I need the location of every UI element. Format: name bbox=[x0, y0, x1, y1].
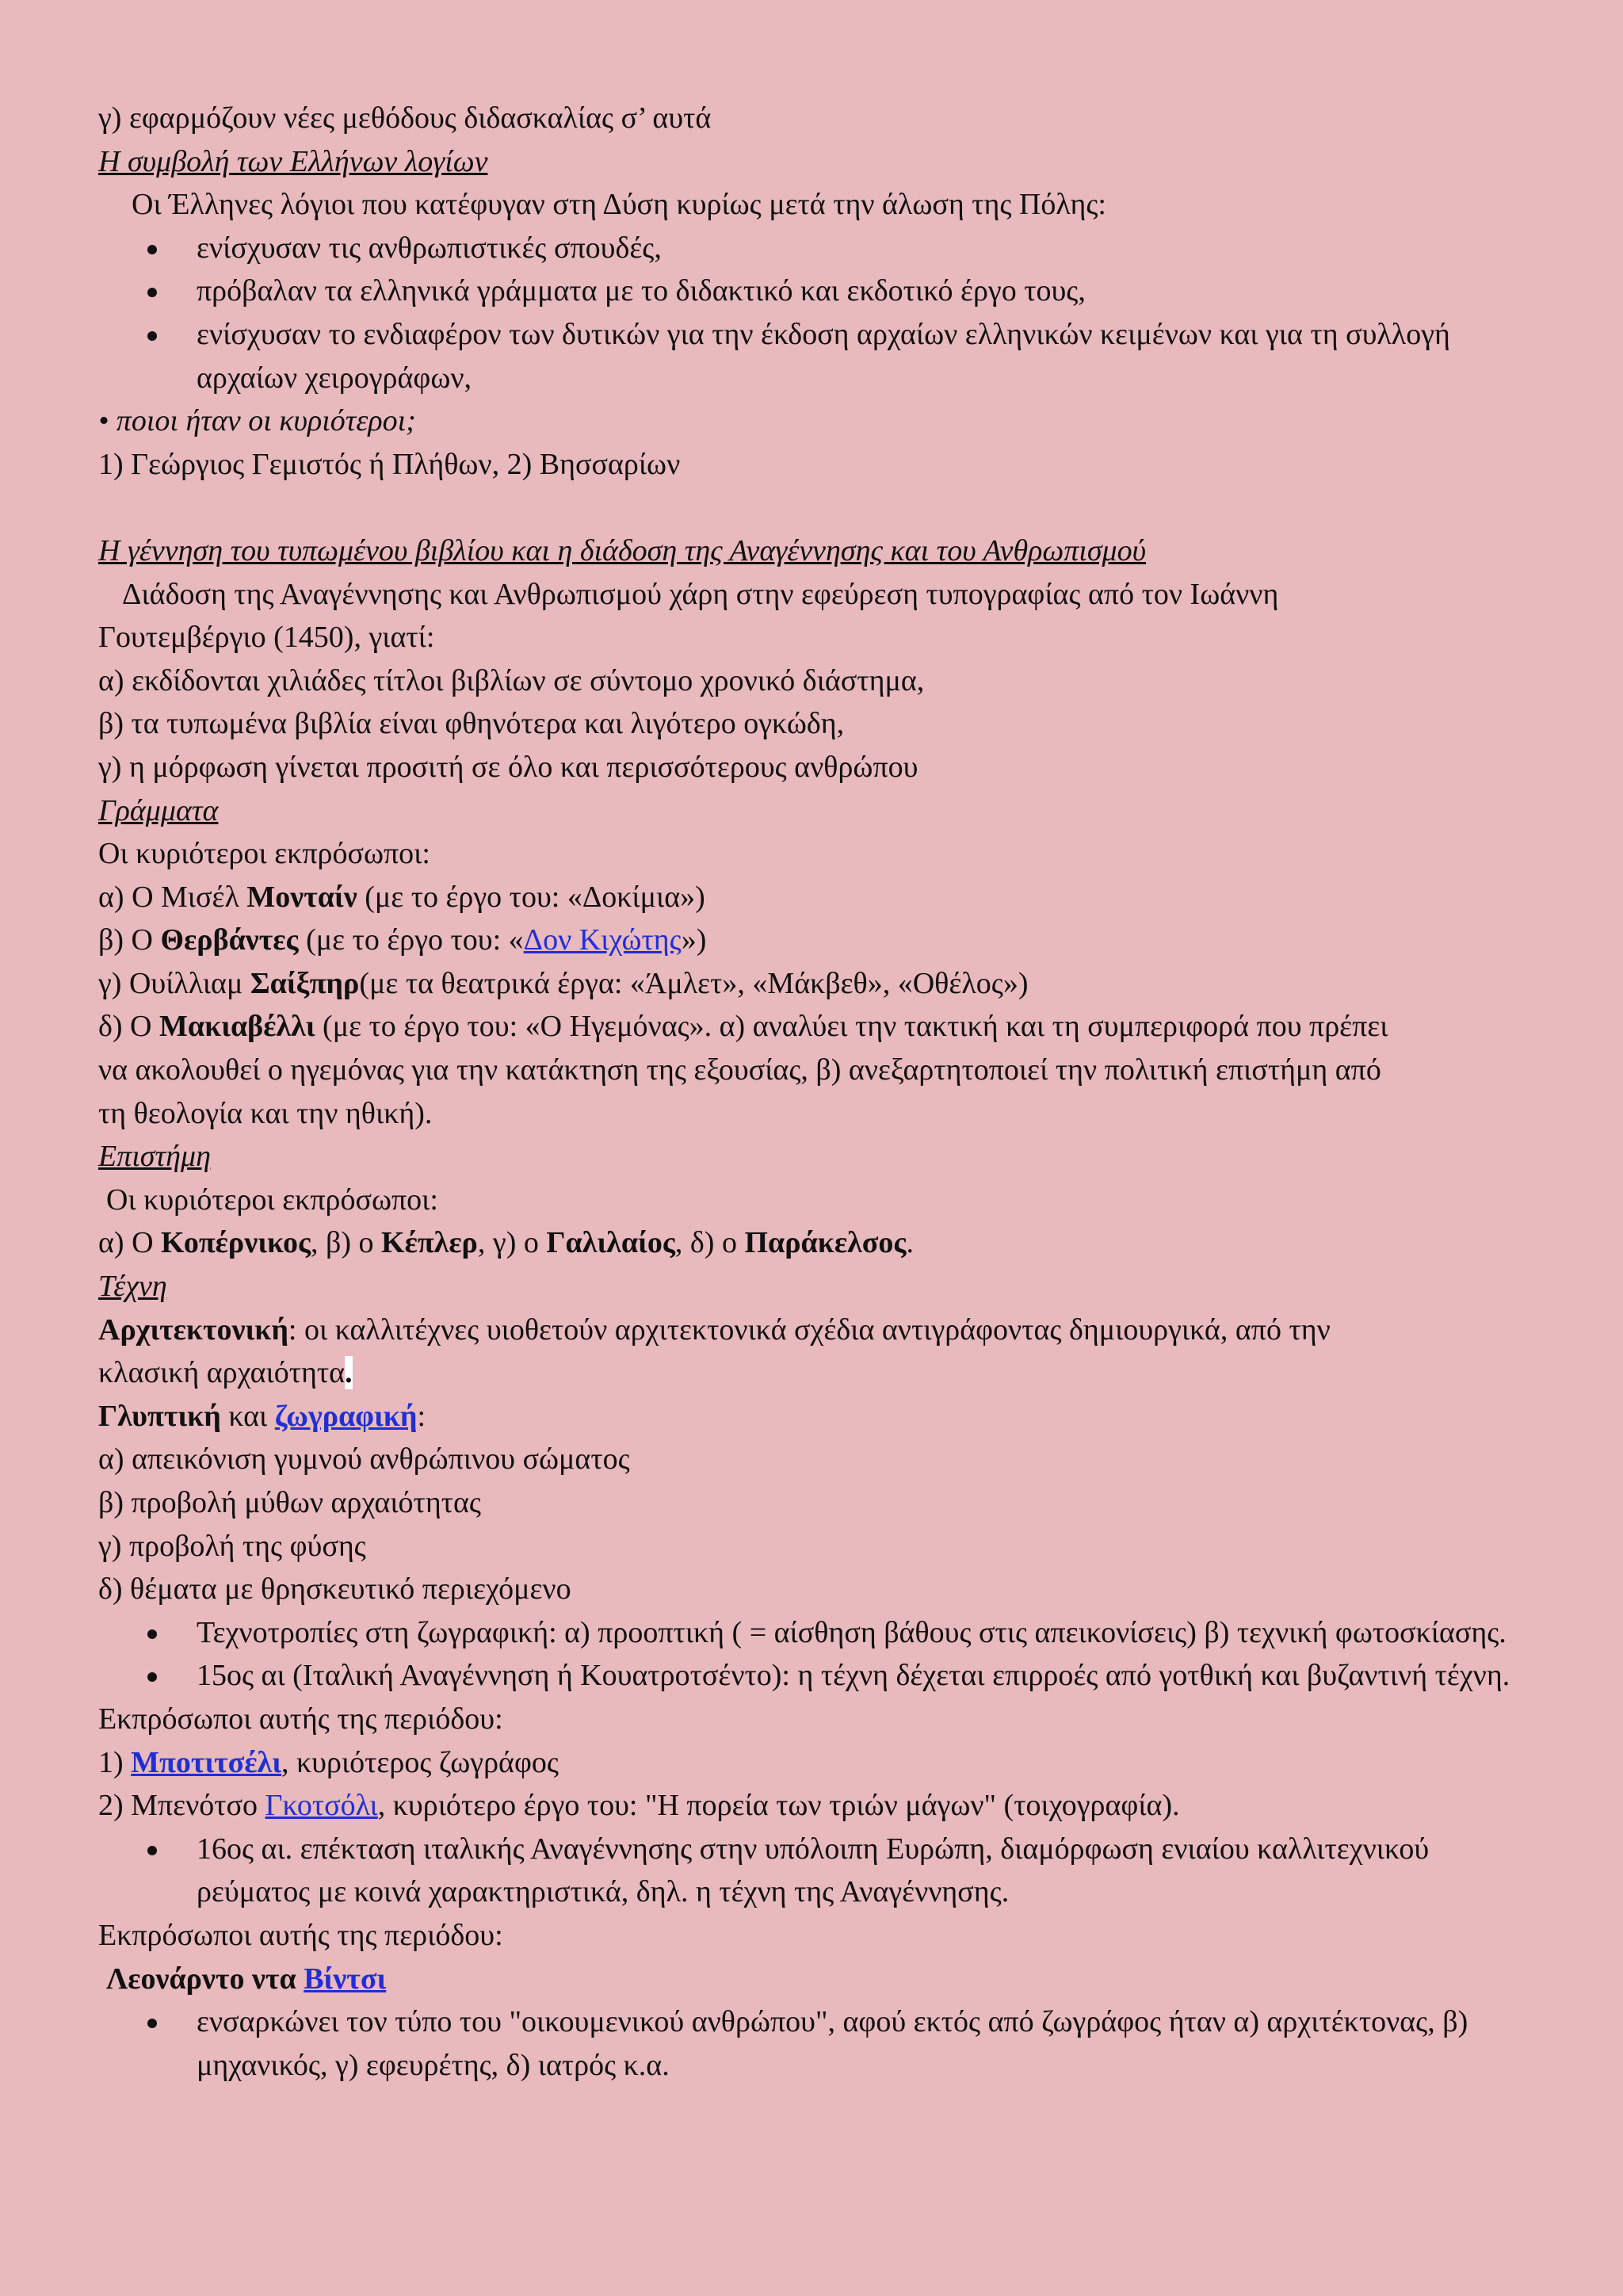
bullet-list bbox=[98, 1828, 1547, 1914]
text-line: β) προβολή μύθων αρχαιότητας bbox=[98, 1486, 481, 1519]
list-item: ενίσχυσαν τις ανθρωπιστικές σπουδές, bbox=[98, 227, 1547, 270]
text-line: 2) Μπενότσο Γκοτσόλι, κυριότερο έργο του: "Η πορεία των τριών μάγων" (τοιχογραφία). bbox=[98, 1789, 1180, 1823]
don-quixote-link[interactable]: Δον Κιχώτης bbox=[523, 923, 682, 957]
text-line: δ) θέματα με θρησκευτικό περιεχόμενο bbox=[98, 1572, 571, 1606]
term: Αρχιτεκτονική bbox=[98, 1312, 288, 1347]
author-name: Μονταίν bbox=[246, 880, 357, 914]
text-line: τη θεολογία και την ηθική). bbox=[98, 1096, 433, 1130]
text-line: γ) Ουίλλιαμ Σαίξπηρ(με τα θεατρικά έργα: «Άμλετ», «Μάκβεθ», «Οθέλος») bbox=[98, 966, 1029, 1000]
text-line: β) Ο Θερβάντες (με το έργο του: «Δον Κιχώτης») bbox=[98, 923, 707, 957]
list-item: 15ος αι (Ιταλική Αναγέννηση ή Κουατροτσέντο): η τέχνη δέχεται επιρροές από γοτθική και βυζαντινή τέχνη. bbox=[98, 1654, 1547, 1698]
text-line: Οι Έλληνες λόγιοι που κατέφυγαν στη Δύση κυρίως μετά την άλωση της Πόλης: bbox=[132, 188, 1106, 222]
list-item: ενίσχυσαν το ενδιαφέρον των δυτικών για την έκδοση αρχαίων ελληνικών κειμένων και για τη συλλογή αρχαίων χειρογράφων, bbox=[98, 313, 1547, 399]
text-line: Γουτεμβέργιο (1450), γιατί: bbox=[98, 621, 435, 655]
list-item: πρόβαλαν τα ελληνικά γράμματα με το διδακτικό και εκδοτικό έργο τους, bbox=[98, 269, 1547, 313]
botticelli-link[interactable]: Μποτιτσέλι bbox=[131, 1745, 282, 1779]
text-line: γ) η μόρφωση γίνεται προσιτή σε όλο και περισσότερους ανθρώπου bbox=[98, 750, 918, 784]
list-item: 16ος αι. επέκταση ιταλικής Αναγέννησης στην υπόλοιπη Ευρώπη, διαμόρφωση ενιαίου καλλιτεχνικού ρεύματος με κοινά χαρακτηριστικά, δηλ. η τέχνη της Αναγέννησης. bbox=[98, 1828, 1547, 1914]
section-heading: Τέχνη bbox=[98, 1270, 167, 1304]
text-line: 1) Μποτιτσέλι, κυριότερος ζωγράφος bbox=[98, 1745, 559, 1779]
scientist-name: Κοπέρνικος bbox=[161, 1226, 311, 1260]
scientist-name: Κέπλερ bbox=[381, 1226, 478, 1260]
text-line: Διάδοση της Αναγέννησης και Ανθρωπισμού χάρη στην εφεύρεση τυπογραφίας από τον Ιωάννη bbox=[122, 577, 1279, 611]
section-heading: Γράμματα bbox=[98, 793, 219, 827]
text-line: α) εκδίδονται χιλιάδες τίτλοι βιβλίων σε σύντομο χρονικό διάστημα, bbox=[98, 663, 925, 697]
da-vinci-link[interactable]: Βίντσι bbox=[304, 1962, 387, 1996]
author-name: Σαίξπηρ bbox=[250, 966, 360, 1000]
text-line: γ) προβολή της φύσης bbox=[98, 1529, 366, 1563]
text-line: να ακολουθεί ο ηγεμόνας για την κατάκτηση της εξουσίας, β) ανεξαρτητοποιεί την πολιτική επιστήμη από bbox=[98, 1053, 1381, 1087]
gozzoli-link[interactable]: Γκοτσόλι bbox=[265, 1789, 378, 1823]
text-line: α) Ο Κοπέρνικος, β) ο Κέπλερ, γ) ο Γαλιλαίος, δ) ο Παράκελσος. bbox=[98, 1226, 914, 1260]
list-item: Τεχνοτροπίες στη ζωγραφική: α) προοπτική ( = αίσθηση βάθους στις απεικονίσεις) β) τεχνική φωτοσκίασης. bbox=[98, 1611, 1547, 1655]
list-item: ενσαρκώνει τον τύπο του "οικουμενικού ανθρώπου", αφού εκτός από ζωγράφος ήταν α) αρχιτέκτονας, β) μηχανικός, γ) εφευρέτης, δ) ιατρός κ.α. bbox=[98, 2000, 1547, 2087]
author-name: Μακιαβέλλι bbox=[159, 1010, 315, 1044]
text-line: κλασική αρχαιότητα. bbox=[98, 1356, 353, 1390]
painting-link[interactable]: ζωγραφική bbox=[274, 1399, 418, 1433]
bullet-icon bbox=[147, 2019, 157, 2028]
blank-line bbox=[98, 486, 1547, 529]
text-line: γ) εφαρμόζουν νέες μεθόδους διδασκαλίας σ’ αυτά bbox=[98, 101, 712, 135]
scientist-name: Γαλιλαίος bbox=[546, 1226, 675, 1260]
term: Γλυπτική bbox=[98, 1399, 221, 1433]
author-name: Θερβάντες bbox=[160, 923, 299, 957]
text-line: 1) Γεώργιος Γεμιστός ή Πλήθων, 2) Βησσαρίων bbox=[98, 447, 681, 481]
section-heading: Επιστήμη bbox=[98, 1140, 211, 1174]
text-line: δ) Ο Μακιαβέλλι (με το έργο του: «Ο Ηγεμόνας». α) αναλύει την τακτική και τη συμπεριφορά που πρέπει bbox=[98, 1010, 1388, 1044]
text-line: α) Ο Μισέλ Μονταίν (με το έργο του: «Δοκίμια») bbox=[98, 880, 705, 914]
text-line: Λεονάρντο ντα Βίντσι bbox=[106, 1962, 387, 1996]
bullet-icon bbox=[147, 1629, 157, 1639]
bullet-list bbox=[98, 2000, 1547, 2087]
text-line: β) τα τυπωμένα βιβλία είναι φθηνότερα και λιγότερο ογκώδη, bbox=[98, 707, 845, 741]
text-line: Εκπρόσωποι αυτής της περιόδου: bbox=[98, 1918, 503, 1952]
text-line: Οι κυριότεροι εκπρόσωποι: bbox=[98, 837, 430, 871]
bullet-icon bbox=[147, 288, 157, 297]
text-line: Γλυπτική και ζωγραφική: bbox=[98, 1399, 426, 1433]
bullet-icon bbox=[147, 331, 157, 341]
bullet-icon bbox=[147, 245, 157, 254]
section-heading: Η συμβολή των Ελλήνων λογίων bbox=[98, 144, 488, 178]
bullet-icon bbox=[147, 1846, 157, 1855]
bullet-icon bbox=[147, 1672, 157, 1682]
section-heading: Η γέννηση του τυπωμένου βιβλίου και η διάδοση της Αναγέννησης και του Ανθρωπισμού bbox=[98, 533, 1147, 567]
highlighted-period: . bbox=[345, 1356, 353, 1390]
text-line: Εκπρόσωποι αυτής της περιόδου: bbox=[98, 1702, 503, 1736]
text-line: Οι κυριότεροι εκπρόσωποι: bbox=[106, 1182, 438, 1217]
scientist-name: Παράκελσος bbox=[744, 1226, 907, 1260]
text-line: α) απεικόνιση γυμνού ανθρώπινου σώματος bbox=[98, 1442, 630, 1477]
question-line: • ποιοι ήταν οι κυριότεροι; bbox=[98, 404, 416, 438]
bullet-list bbox=[98, 227, 1547, 399]
text-line: Αρχιτεκτονική: οι καλλιτέχνες υιοθετούν αρχιτεκτονικά σχέδια αντιγράφοντας δημιουργικά, από την bbox=[98, 1312, 1331, 1347]
bullet-list bbox=[98, 1611, 1547, 1698]
